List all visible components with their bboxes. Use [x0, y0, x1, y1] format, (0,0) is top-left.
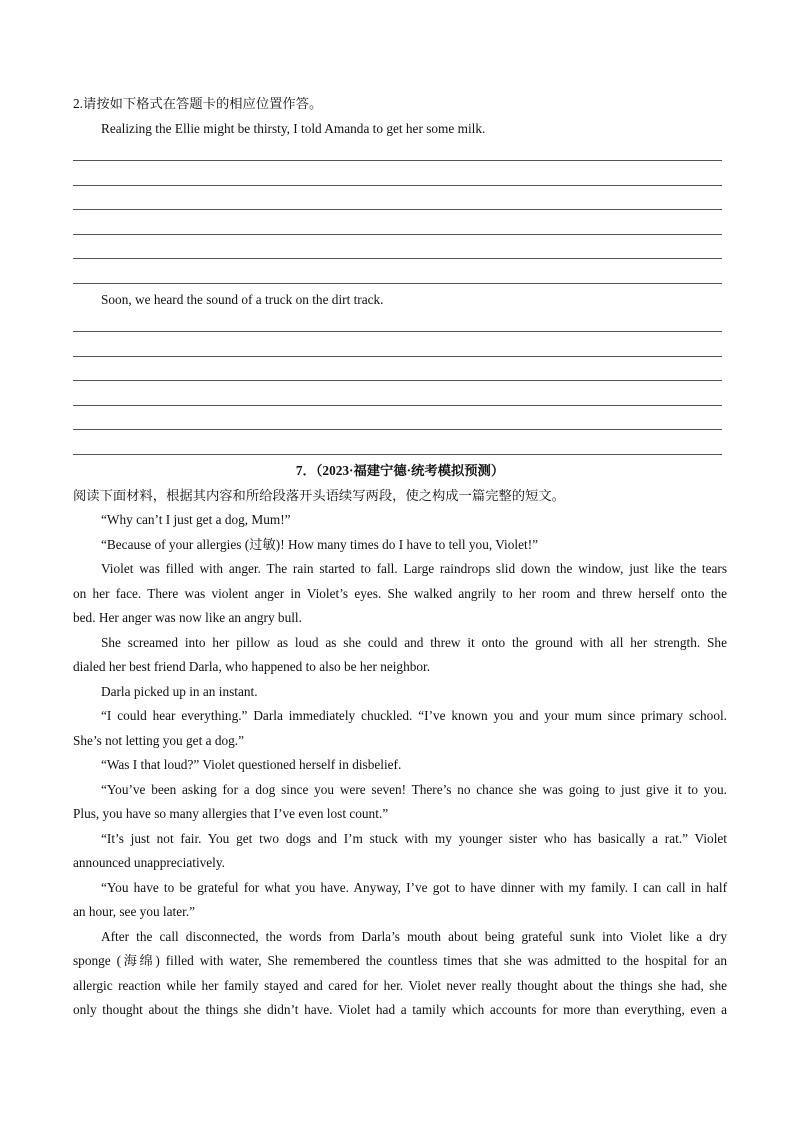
- passage-line: “Because of your allergies (过敏)! How many times do I have to tell you, Violet!”: [101, 537, 539, 552]
- passage-line: “Why can’t I just get a dog, Mum!”: [101, 512, 291, 527]
- answer-line: [73, 209, 722, 210]
- question-instruction: 阅读下面材料，根据其内容和所给段落开头语续写两段，使之构成一篇完整的短文。: [73, 488, 565, 503]
- answer-line: [73, 283, 722, 284]
- passage-line: She’s not letting you get a dog.”: [73, 733, 244, 748]
- answer-line: [73, 331, 722, 332]
- passage-line: Violet was filled with anger. The rain started to fall. Large raindrops slid down the window, just like the tears: [101, 561, 727, 576]
- passage-line: Darla picked up in an instant.: [101, 684, 258, 699]
- answer-line: [73, 380, 722, 381]
- answer-line: [73, 160, 722, 161]
- passage-line: allergic reaction while her family stayed and cared for her. Violet never really thought about the things she had, she: [73, 978, 727, 993]
- paragraph-opening-2: Soon, we heard the sound of a truck on the dirt track.: [101, 292, 384, 307]
- answer-line: [73, 185, 722, 186]
- passage-line: “Was I that loud?” Violet questioned herself in disbelief.: [101, 757, 402, 772]
- passage-line: dialed her best friend Darla, who happened to also be her neighbor.: [73, 659, 431, 674]
- passage-line: announced unappreciatively.: [73, 855, 225, 870]
- passage-line: sponge (海绵) filled with water, She remembered the countless times that she was admitted to the hospital for an: [73, 953, 727, 968]
- answer-line: [73, 454, 722, 455]
- paragraph-opening-1: Realizing the Ellie might be thirsty, I told Amanda to get her some milk.: [101, 121, 486, 136]
- passage-line: bed. Her anger was now like an angry bull.: [73, 610, 302, 625]
- question-title: 7．（2023·福建宁德·统考模拟预测）: [295, 463, 505, 478]
- passage-line: “I could hear everything.” Darla immediately chuckled. “I’ve known you and your mum since primary school.: [101, 708, 727, 723]
- passage-line: only thought about the things she didn’t have. Violet had a tamily which accounts for more than everything, even a: [73, 1002, 727, 1017]
- answer-line: [73, 405, 722, 406]
- passage-line: on her face. There was violent anger in Violet’s eyes. She walked angrily to her room and threw herself onto the: [73, 586, 727, 601]
- passage-line: Plus, you have so many allergies that I’ve even lost count.”: [73, 806, 389, 821]
- answer-line: [73, 429, 722, 430]
- section-instruction: 2.请按如下格式在答题卡的相应位置作答。: [73, 96, 323, 111]
- passage-line: “You have to be grateful for what you have. Anyway, I’ve got to have dinner with my family. I can call in half: [101, 880, 727, 895]
- passage-line: She screamed into her pillow as loud as she could and threw it onto the ground with all her strength. She: [101, 635, 727, 650]
- answer-line: [73, 356, 722, 357]
- answer-line: [73, 258, 722, 259]
- passage-line: After the call disconnected, the words from Darla’s mouth about being grateful sunk into Violet like a dry: [101, 929, 727, 944]
- passage-line: “It’s just not fair. You get two dogs and I’m stuck with my younger sister who has basically a rat.” Violet: [101, 831, 727, 846]
- passage-line: “You’ve been asking for a dog since you were seven! There’s no chance she was going to just give it to you.: [101, 782, 727, 797]
- answer-line: [73, 234, 722, 235]
- passage-line: an hour, see you later.”: [73, 904, 196, 919]
